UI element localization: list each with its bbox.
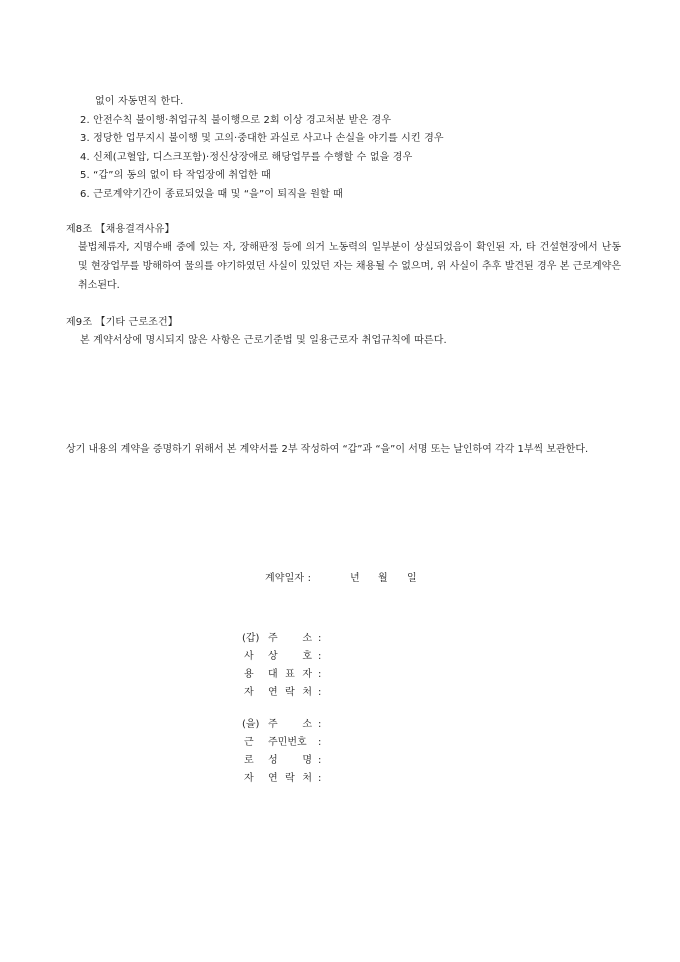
employer-side-char: 사 xyxy=(244,651,254,662)
colon: : xyxy=(318,719,322,730)
employee-address-label: 주 소 xyxy=(268,719,312,730)
employee-side-char: 근 xyxy=(244,737,254,748)
contract-date-month: 월 xyxy=(378,573,388,584)
contract-date-label: 계약일자 : xyxy=(265,573,312,584)
list-item: 4. 신체(고혈압, 디스크포함)·정신상장애로 해당업무를 수행할 수 없을 경우 xyxy=(80,152,413,163)
article9-heading: 제9조 【기타 근로조건】 xyxy=(66,317,178,328)
employer-prefix: (갑) xyxy=(242,633,260,644)
colon: : xyxy=(318,773,322,784)
employee-side-char: 자 xyxy=(244,773,254,784)
closing-statement: 상기 내용의 계약을 증명하기 위해서 본 계약서를 2부 작성하여 “갑”과 “을”이 서명 또는 날인하여 각각 1부씩 보관한다. xyxy=(66,444,589,455)
list-item: 2. 안전수칙 불이행·취업규칙 불이행으로 2회 이상 경고처분 받은 경우 xyxy=(80,115,392,126)
employer-contact-label: 연 락 처 xyxy=(268,687,312,698)
list-item: 5. “갑”의 동의 없이 타 작업장에 취업한 때 xyxy=(80,170,271,181)
employer-address-label: 주 소 xyxy=(268,633,312,644)
list-item: 6. 근로계약기간이 종료되었을 때 및 “을”이 퇴직을 원할 때 xyxy=(80,189,343,200)
colon: : xyxy=(318,669,322,680)
employer-side-char: 용 xyxy=(244,669,254,680)
employee-id-label: 주민번호 xyxy=(268,737,307,748)
employee-prefix: (을) xyxy=(242,719,260,730)
employee-contact-label: 연 락 처 xyxy=(268,773,312,784)
contract-date-day: 일 xyxy=(407,573,417,584)
employer-side-char: 자 xyxy=(244,687,254,698)
colon: : xyxy=(318,737,322,748)
colon: : xyxy=(318,687,322,698)
continuation-text: 없이 자동면직 한다. xyxy=(95,96,184,107)
employer-company-label: 상 호 xyxy=(268,651,312,662)
article9-body: 본 계약서상에 명시되지 않은 사항은 근로기준법 및 일용근로자 취업규칙에 따른다. xyxy=(80,335,447,346)
list-item: 3. 정당한 업무지시 불이행 및 고의·중대한 과실로 사고나 손실을 야기를 시킨 경우 xyxy=(80,133,444,144)
article8-body: 불법체류자, 지명수배 중에 있는 자, 장해판정 등에 의거 노동력의 일부분이 상실되었음이 확인된 자, 타 건설현장에서 난동 및 현장업무를 방해하여 물의를 야기하였던 사실이 있었던 자는 채용될 수 없으며, 위 사실이 추후 발견된 경우 본 근로계약은 취소된다. xyxy=(78,242,621,291)
article8-heading: 제8조 【채용결격사유】 xyxy=(66,224,175,235)
employee-side-char: 로 xyxy=(244,755,254,766)
colon: : xyxy=(318,633,322,644)
employer-representative-label: 대 표 자 xyxy=(268,669,312,680)
employee-name-label: 성 명 xyxy=(268,755,312,766)
colon: : xyxy=(318,755,322,766)
colon: : xyxy=(318,651,322,662)
contract-date-year: 년 xyxy=(350,573,360,584)
